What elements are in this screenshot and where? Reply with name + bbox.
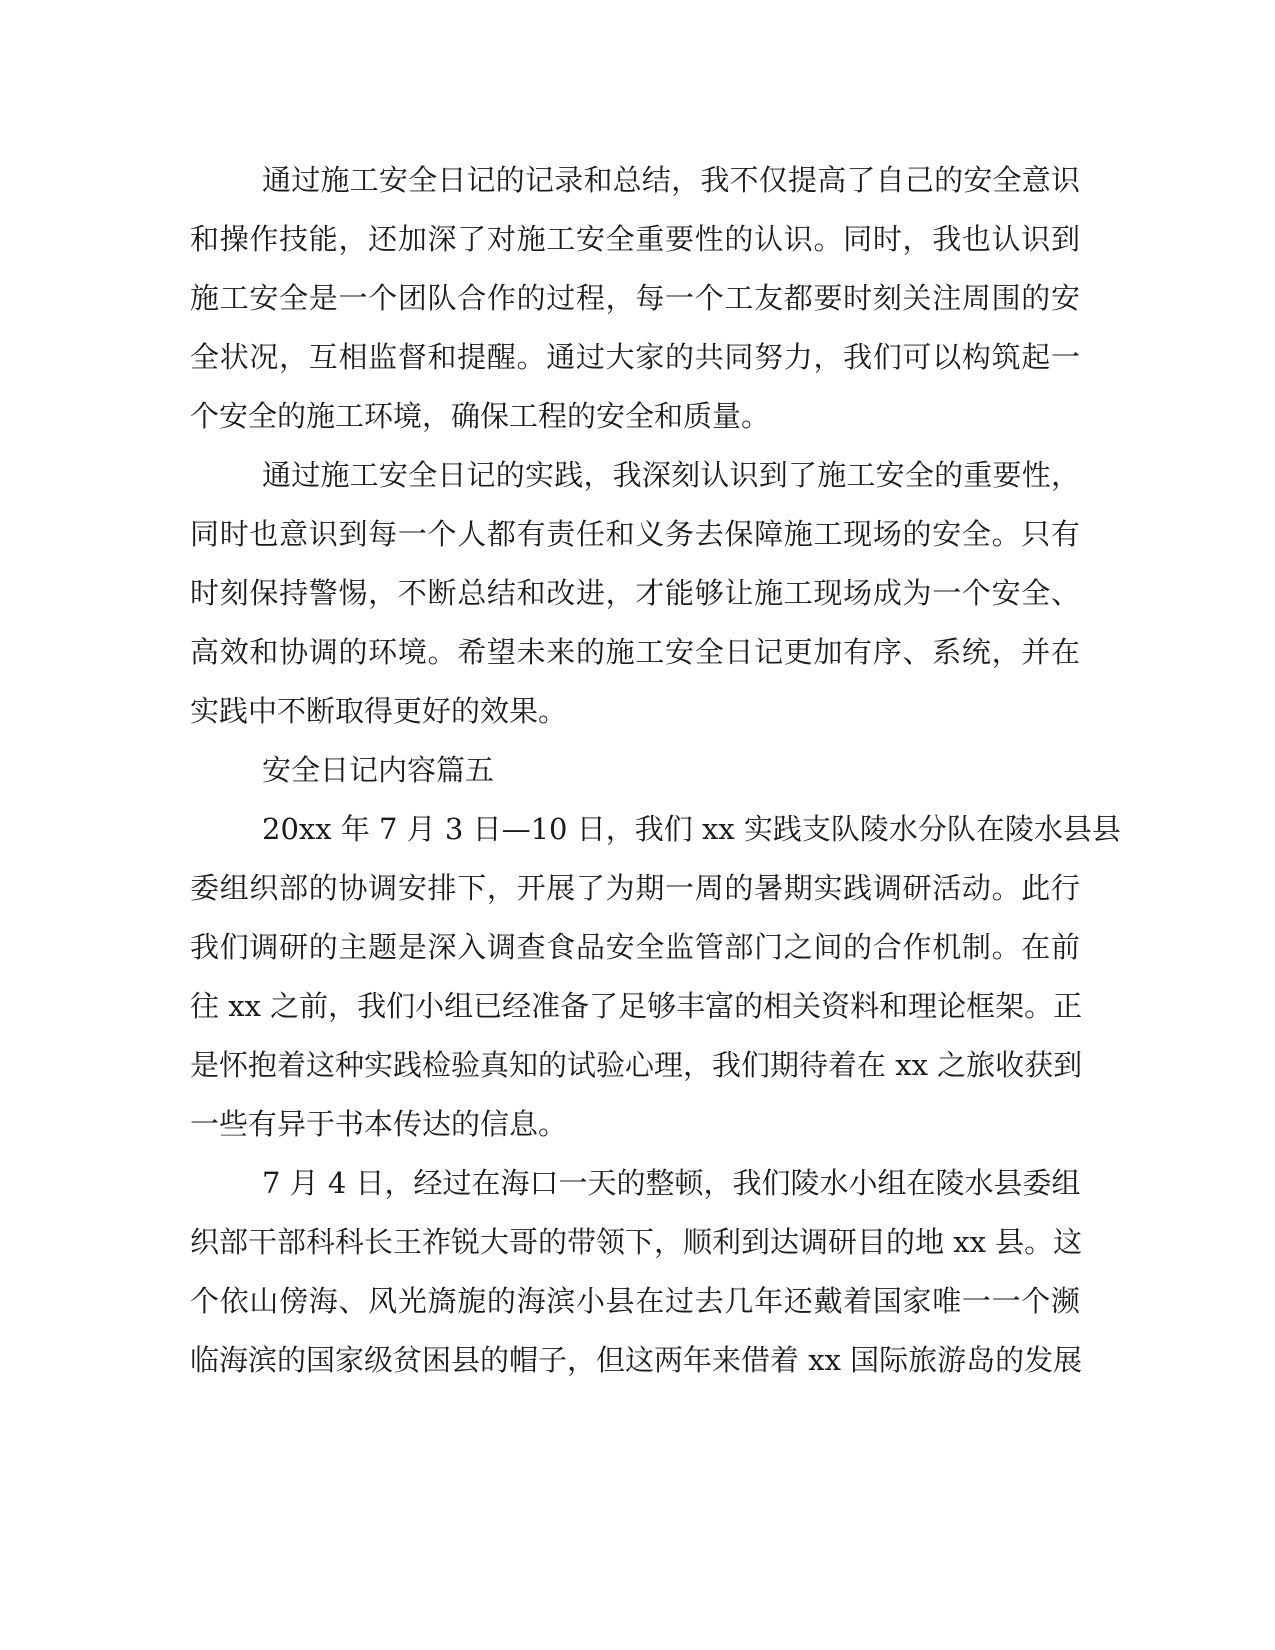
section-heading: 安全日记内容篇五 [262, 753, 495, 787]
paragraph-2-line-3: 时刻保持警惕，不断总结和改进，才能够让施工现场成为一个安全、 [190, 576, 1080, 610]
paragraph-4-line-3: 个依山傍海、风光旖旎的海滨小县在过去几年还戴着国家唯一一个濒 [190, 1284, 1080, 1318]
paragraph-1-line-2: 和操作技能，还加深了对施工安全重要性的认识。同时，我也认识到 [190, 222, 1080, 256]
paragraph-4-line-2: 织部干部科科长王祚锐大哥的带领下，顺利到达调研目的地 xx 县。这 [190, 1225, 1083, 1259]
paragraph-4-line-4: 临海滨的国家级贫困县的帽子，但这两年来借着 xx 国际旅游岛的发展 [190, 1343, 1083, 1377]
paragraph-2-line-1: 通过施工安全日记的实践，我深刻认识到了施工安全的重要性， [262, 458, 1080, 492]
paragraph-1-line-5: 个安全的施工环境，确保工程的安全和质量。 [190, 399, 771, 433]
paragraph-1-line-3: 施工安全是一个团队合作的过程，每一个工友都要时刻关注周围的安 [190, 281, 1080, 315]
paragraph-2-line-4: 高效和协调的环境。希望未来的施工安全日记更加有序、系统，并在 [190, 635, 1080, 669]
paragraph-3-line-6: 一些有异于书本传达的信息。 [190, 1107, 568, 1141]
paragraph-3-line-1: 20xx 年 7 月 3 日—10 日，我们 xx 实践支队陵水分队在陵水县县 [262, 812, 1121, 846]
paragraph-2-line-2: 同时也意识到每一个人都有责任和义务去保障施工现场的安全。只有 [190, 517, 1080, 551]
paragraph-3-line-3: 我们调研的主题是深入调查食品安全监管部门之间的合作机制。在前 [190, 930, 1080, 964]
paragraph-1-line-1: 通过施工安全日记的记录和总结，我不仅提高了自己的安全意识 [262, 163, 1080, 197]
paragraph-2-line-5: 实践中不断取得更好的效果。 [190, 694, 568, 728]
paragraph-4-line-1: 7 月 4 日，经过在海口一天的整顿，我们陵水小组在陵水县委组 [262, 1166, 1081, 1200]
paragraph-1-line-4: 全状况，互相监督和提醒。通过大家的共同努力，我们可以构筑起一 [190, 340, 1080, 374]
paragraph-3-line-4: 往 xx 之前，我们小组已经准备了足够丰富的相关资料和理论框架。正 [190, 989, 1083, 1023]
paragraph-3-line-2: 委组织部的协调安排下，开展了为期一周的暑期实践调研活动。此行 [190, 871, 1080, 905]
paragraph-3-line-5: 是怀抱着这种实践检验真知的试验心理，我们期待着在 xx 之旅收获到 [190, 1048, 1083, 1082]
